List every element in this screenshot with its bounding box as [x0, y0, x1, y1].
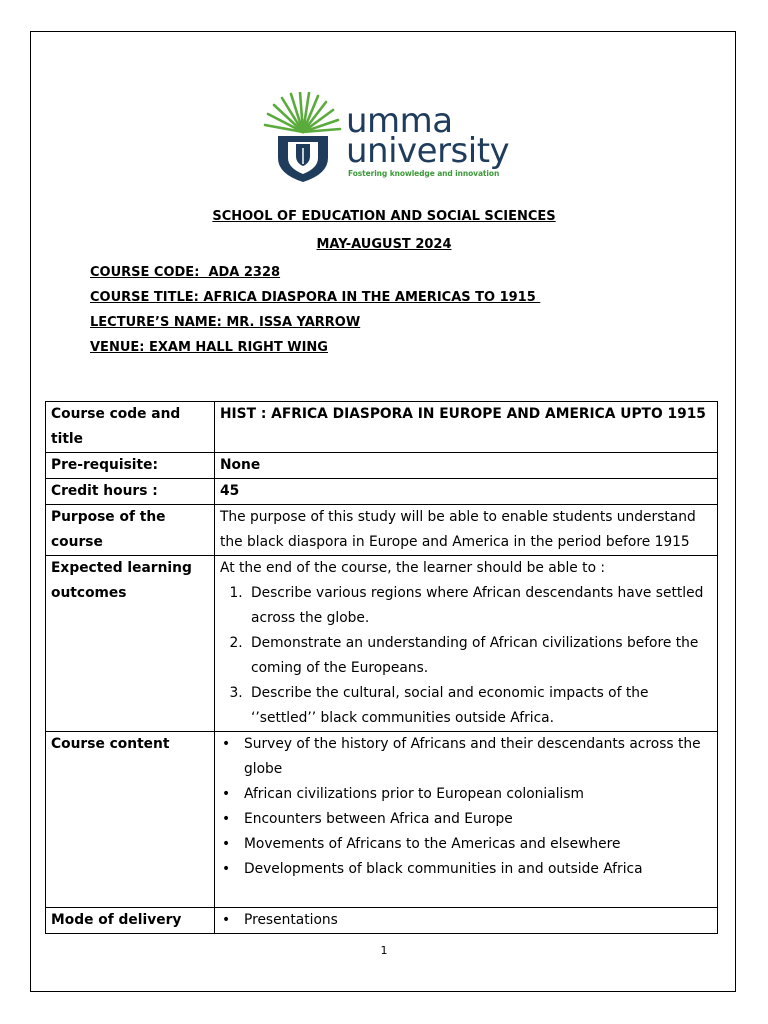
table-row	[46, 479, 718, 505]
list-item: • Survey of the history of Africans and their descendants across the globe	[220, 732, 717, 782]
table-row	[46, 402, 718, 453]
outcomes-intro: At the end of the course, the learner should be able to :	[220, 560, 606, 576]
row-value-credit-hours: 45	[215, 479, 718, 505]
row-label-prerequisite: Pre-requisite:	[46, 453, 215, 479]
logo-tagline: Fostering knowledge and innovation	[348, 169, 500, 178]
row-value-prerequisite: None	[215, 453, 718, 479]
school-heading: SCHOOL OF EDUCATION AND SOCIAL SCIENCES	[212, 209, 556, 224]
table-row	[46, 556, 718, 732]
row-label-delivery: Mode of delivery	[46, 908, 215, 934]
list-item: • Presentations	[220, 908, 717, 933]
row-value-outcomes	[215, 556, 718, 732]
course-code-line: COURSE CODE: ADA 2328	[90, 265, 281, 280]
table-row	[46, 453, 718, 479]
course-outline-table	[45, 401, 718, 934]
row-label-outcomes: Expected learning outcomes	[46, 556, 215, 732]
list-item: 1. Describe various regions where African descendants have settled across the globe.	[247, 581, 717, 631]
logo-wordmark-umma: umma	[346, 101, 453, 141]
row-label-code-title: Course code and title	[46, 402, 215, 453]
row-value-content	[215, 732, 718, 908]
course-title-line: COURSE TITLE: AFRICA DIASPORA IN THE AMERICAS TO 1915	[90, 290, 541, 305]
venue-line: VENUE: EXAM HALL RIGHT WING	[90, 340, 328, 355]
row-label-content: Course content	[46, 732, 215, 908]
row-value-code-title: HIST : AFRICA DIASPORA IN EUROPE AND AMERICA UPTO 1915	[215, 402, 718, 453]
content-list	[220, 732, 717, 882]
list-item: • Movements of Africans to the Americas and elsewhere	[220, 832, 717, 857]
delivery-list	[220, 908, 717, 933]
palm-emblem-icon	[262, 92, 344, 186]
logo-wordmark-university: university	[346, 131, 510, 171]
list-item: • Encounters between Africa and Europe	[220, 807, 717, 832]
lecturer-name-line: LECTURE’S NAME: MR. ISSA YARROW	[90, 315, 361, 330]
row-label-purpose: Purpose of the course	[46, 505, 215, 556]
term-heading: MAY-AUGUST 2024	[316, 237, 452, 252]
row-value-purpose: The purpose of this study will be able to enable students understand the black diaspora in Europe and America in the period before 1915	[215, 505, 718, 556]
list-item: 3. Describe the cultural, social and economic impacts of the ‘’settled’’ black communities outside Africa.	[247, 681, 717, 731]
list-item: 2. Demonstrate an understanding of African civilizations before the coming of the Europeans.	[247, 631, 717, 681]
outcomes-list	[220, 581, 717, 731]
table-row	[46, 908, 718, 934]
table-row	[46, 505, 718, 556]
university-logo	[262, 92, 512, 186]
row-label-credit-hours: Credit hours :	[46, 479, 215, 505]
page-number: 1	[380, 944, 388, 957]
list-item: • Developments of black communities in and outside Africa	[220, 857, 717, 882]
table-row	[46, 732, 718, 908]
list-item: • African civilizations prior to European colonialism	[220, 782, 717, 807]
row-value-delivery	[215, 908, 718, 934]
